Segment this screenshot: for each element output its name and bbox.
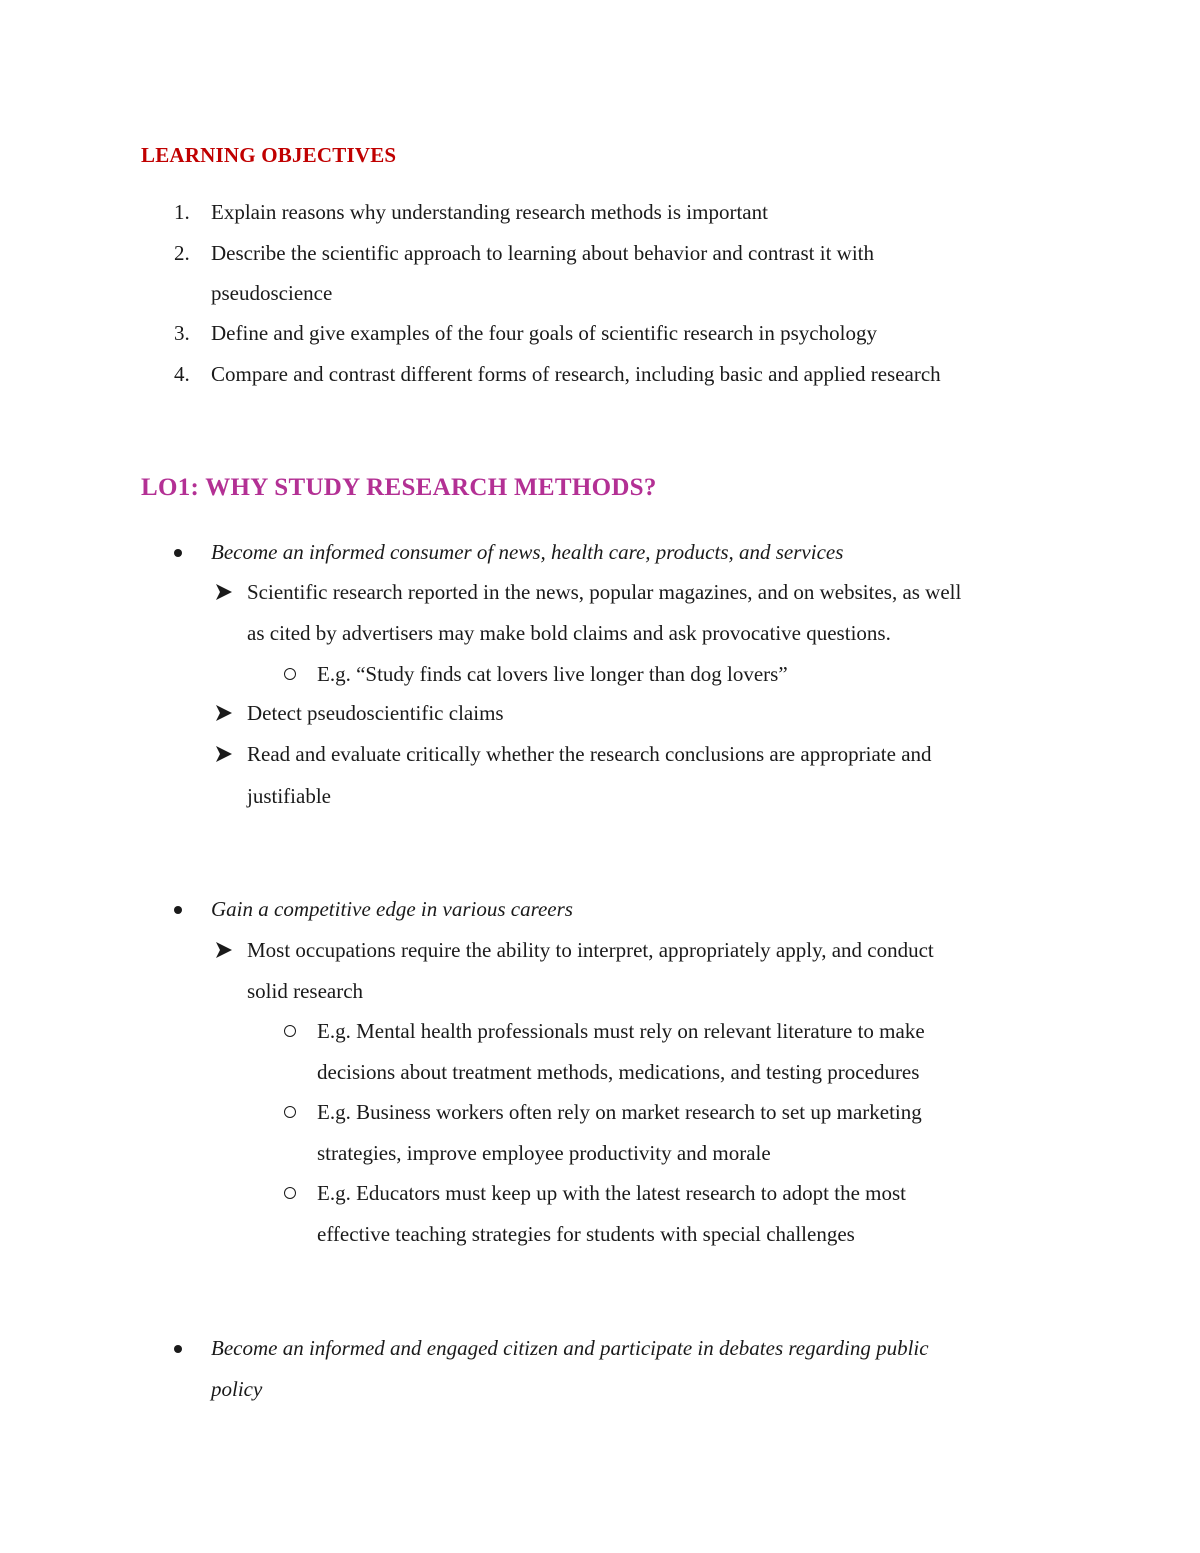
subpoint-text: E.g. Educators must keep up with the latest research to adopt the most (317, 1181, 907, 1205)
point-text: Scientific research reported in the news, popular magazines, and on websites, as well (247, 580, 962, 604)
circle-bullet-icon (284, 1025, 296, 1037)
subpoint-text: strategies, improve employee productivity and morale (317, 1141, 771, 1165)
subpoint-text: E.g. Business workers often rely on market research to set up marketing (317, 1100, 922, 1124)
circle-bullet-icon (284, 668, 296, 680)
objective-text: Define and give examples of the four goals of scientific research in psychology (211, 321, 877, 345)
bullet-icon (174, 1345, 182, 1353)
point-text: solid research (247, 979, 364, 1003)
point-text: as cited by advertisers may make bold claims and ask provocative questions. (247, 621, 891, 645)
subpoint-text: E.g. “Study finds cat lovers live longer than dog lovers” (317, 662, 788, 686)
point-text: Read and evaluate critically whether the research conclusions are appropriate and (247, 742, 932, 766)
objective-text: pseudoscience (211, 281, 333, 305)
objective-number: 2. (174, 241, 190, 265)
learning-objectives-heading: LEARNING OBJECTIVES (141, 143, 397, 167)
bullet-icon (174, 906, 182, 914)
arrowhead-bullet-icon (214, 704, 234, 722)
subpoint-text: decisions about treatment methods, medications, and testing procedures (317, 1060, 920, 1084)
objective-text: Explain reasons why understanding research methods is important (211, 200, 768, 224)
objective-text: Describe the scientific approach to learning about behavior and contrast it with (211, 241, 875, 265)
point-text: Most occupations require the ability to interpret, appropriately apply, and conduct (247, 938, 934, 962)
objective-number: 3. (174, 321, 190, 345)
section-bullet-text: Become an informed consumer of news, health care, products, and services (211, 540, 844, 564)
subpoint-text: effective teaching strategies for students with special challenges (317, 1222, 855, 1246)
objective-text: Compare and contrast different forms of research, including basic and applied research (211, 362, 941, 386)
circle-bullet-icon (284, 1106, 296, 1118)
arrowhead-bullet-icon (214, 583, 234, 601)
point-text: Detect pseudoscientific claims (247, 701, 504, 725)
objective-number: 4. (174, 362, 190, 386)
subpoint-text: E.g. Mental health professionals must rely on relevant literature to make (317, 1019, 925, 1043)
bullet-icon (174, 549, 182, 557)
section-bullet-text: policy (211, 1377, 263, 1401)
objective-number: 1. (174, 200, 190, 224)
arrowhead-bullet-icon (214, 941, 234, 959)
circle-bullet-icon (284, 1187, 296, 1199)
lo1-heading: LO1: WHY STUDY RESEARCH METHODS? (141, 474, 657, 501)
section-bullet-text: Become an informed and engaged citizen and participate in debates regarding public (211, 1336, 929, 1360)
arrowhead-bullet-icon (214, 745, 234, 763)
section-bullet-text: Gain a competitive edge in various careers (211, 897, 573, 921)
point-text: justifiable (247, 784, 331, 808)
